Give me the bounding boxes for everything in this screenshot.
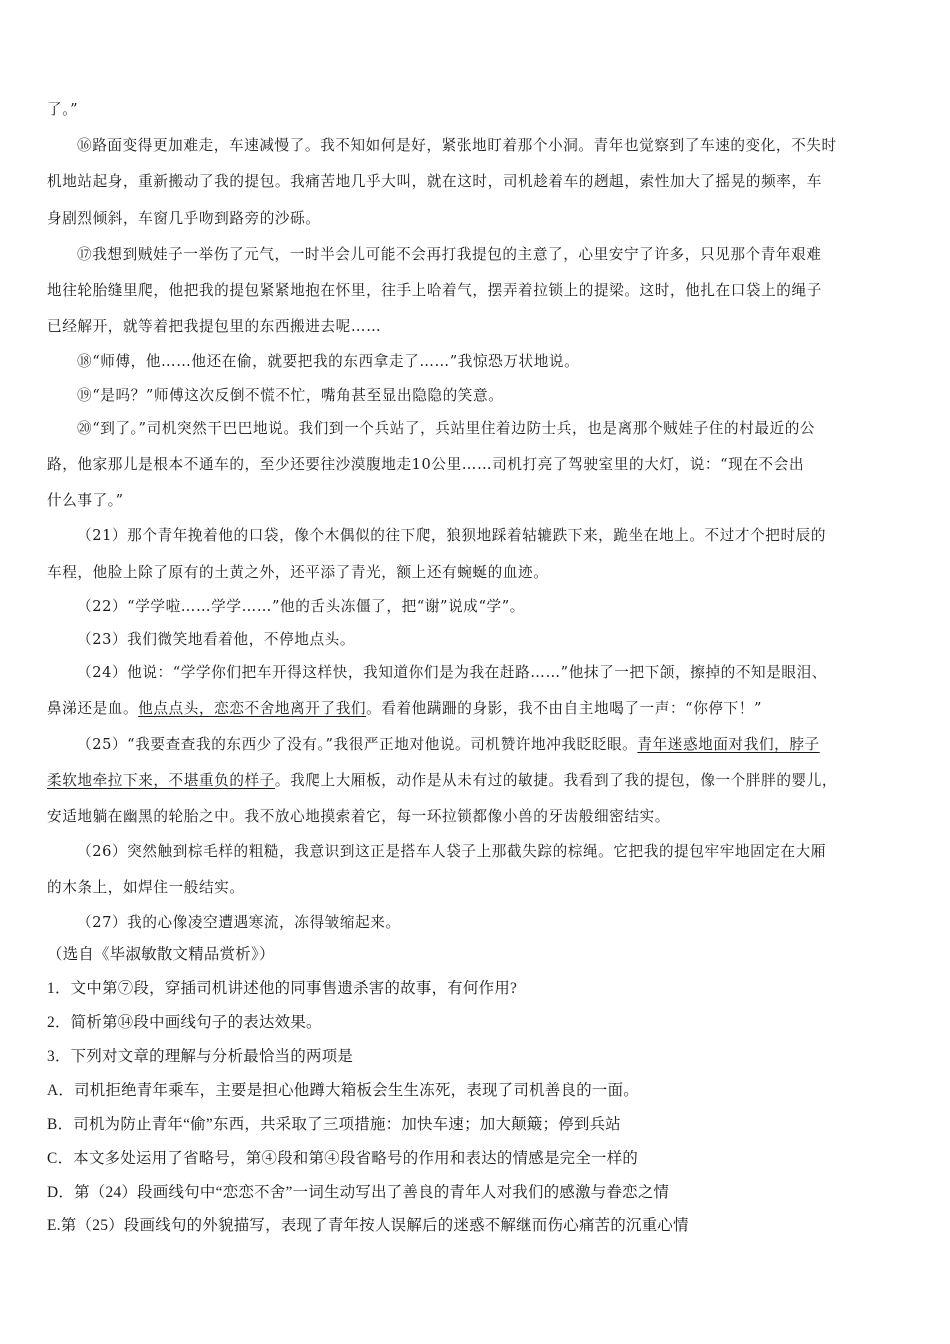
underlined-sentence-25-part-2: 柔软地牵拉下来，不堪重负的样子 bbox=[47, 772, 275, 789]
option-b: B．司机为防止青年“偷”东西，共采取了三项措施：加快车速；加大颠簸；停到兵站 bbox=[47, 1116, 621, 1133]
source-note: （选自《毕淑敏散文精品赏析》） bbox=[47, 946, 275, 963]
paragraph-25-text-cont: 。我爬上大厢板，动作是从未有过的敏捷。我看到了我的提包，像一个胖胖的婴儿， bbox=[274, 772, 838, 789]
option-a: A．司机拒绝青年乘车，主要是担心他蹲大箱板会生生冻死，表现了司机善良的一面。 bbox=[47, 1082, 639, 1099]
paragraph-21-line-2: 车程，他脸上除了原有的土黄之外，还平添了青光，额上还有蜿蜒的血迹。 bbox=[47, 564, 549, 581]
question-3: 3．下列对文章的理解与分析最恰当的两项是 bbox=[47, 1048, 354, 1065]
option-d: D．第（24）段画线句中“恋恋不舍”一词生动写出了善良的青年人对我们的感激与眷恋之情 bbox=[47, 1184, 670, 1201]
paragraph-24-text-end: 。看着他蹒跚的身影，我不由自主地喝了一声：“你停下！” bbox=[366, 700, 763, 717]
paragraph-17-line-1: ⑰我想到贼娃子一举伤了元气，一时半会儿可能不会再打我提包的主意了，心里安宁了许多，只见那个青年艰难 bbox=[77, 246, 822, 263]
paragraph-16-line-1: ⑯路面变得更加难走，车速减慢了。我不知如何是好，紧张地盯着那个小洞。青年也觉察到了车速的变化，不失时 bbox=[77, 137, 837, 154]
option-c: C．本文多处运用了省略号，第④段和第④段省略号的作用和表达的情感是完全一样的 bbox=[47, 1150, 639, 1167]
paragraph-18: ⑱“师傅，他……他还在偷，就要把我的东西拿走了……”我惊恐万状地说。 bbox=[77, 353, 580, 370]
paragraph-16-line-3: 身剧烈倾斜，车窗几乎吻到路旁的沙砾。 bbox=[47, 210, 321, 227]
question-2: 2．简析第⑭段中画线句子的表达效果。 bbox=[47, 1014, 322, 1031]
paragraph-20-line-2: 路，他家那儿是根本不通车的，至少还要往沙漠腹地走10公里……司机打亮了驾驶室里的大灯，说：“现在不会出 bbox=[47, 456, 805, 473]
paragraph-25-line-2 bbox=[47, 770, 837, 792]
paragraph-26-line-2: 的木条上，如焊住一般结实。 bbox=[47, 879, 245, 896]
paragraph-16-line-2: 机地站起身，重新搬动了我的提包。我痛苦地几乎大叫，就在这时，司机趁着车的趔趄，索性加大了摇晃的频率，车 bbox=[47, 173, 822, 190]
paragraph-25-line-3: 安适地躺在幽黑的轮胎之中。我不放心地摸索着它，每一环拉锁都像小兽的牙齿般细密结实。 bbox=[47, 808, 670, 825]
underlined-sentence-25-part-1: 青年迷惑地面对我们，脖子 bbox=[637, 736, 820, 753]
paragraph-22: （22）“学学啦……学学……”他的舌头冻僵了，把“谢”说成“学”。 bbox=[77, 598, 525, 615]
paragraph-25-text: （25）“我要查查我的东西少了没有。”我很严正地对他说。司机赞许地冲我眨眨眼。 bbox=[77, 736, 638, 753]
paragraph-21-line-1: （21）那个青年挽着他的口袋，像个木偶似的往下爬，狼狈地踩着轱辘跌下来，跪坐在地上。不过才个把时辰的 bbox=[77, 527, 827, 544]
paragraph-20-line-3: 什么事了。” bbox=[47, 492, 124, 509]
paragraph-24-text: 鼻涕还是血。 bbox=[47, 700, 139, 717]
paragraph-20-line-1: ⑳“到了。”司机突然干巴巴地说。我们到一个兵站了，兵站里住着边防士兵，也是离那个贼娃子住的村最近的公 bbox=[77, 420, 816, 437]
paragraph-27: （27）我的心像凌空遭遇寒流，冻得皱缩起来。 bbox=[77, 914, 401, 931]
underlined-sentence-24: 他点点头，恋恋不舍地离开了我们 bbox=[138, 700, 367, 717]
paragraph-17-line-2: 地往轮胎缝里爬，他把我的提包紧紧地抱在怀里，往手上哈着气，摆弄着拉锁上的提梁。这时，他扎在口袋上的绳子 bbox=[47, 282, 822, 299]
paragraph-25-line-1 bbox=[77, 734, 820, 756]
question-1: 1．文中第⑦段，穿插司机讲述他的同事售遗杀害的故事，有何作用? bbox=[47, 980, 518, 997]
option-e: E.第（25）段画线句的外貌描写，表现了青年按人误解后的迷惑不解继而伤心痛苦的沉重心情 bbox=[47, 1217, 689, 1234]
paragraph-24-line-1: （24）他说：“学学你们把车开得这样快，我知道你们是为我在赶路……”他抹了一把下颌，擦掉的不知是眼泪、 bbox=[77, 664, 828, 681]
paragraph-19: ⑲“是吗？”师傅这次反倒不慌不忙，嘴角甚至显出隐隐的笑意。 bbox=[77, 387, 504, 404]
paragraph-17-line-3: 已经解开，就等着把我提包里的东西搬进去呢…… bbox=[47, 318, 382, 335]
paragraph-23: （23）我们微笑地看着他，不停地点头。 bbox=[77, 631, 356, 648]
paragraph-continuation: 了。” bbox=[47, 101, 79, 118]
paragraph-24-line-2 bbox=[47, 698, 762, 720]
paragraph-26-line-1: （26）突然触到棕毛样的粗糙，我意识到这正是搭车人袋子上那截失踪的棕绳。它把我的提包牢牢地固定在大厢 bbox=[77, 843, 827, 860]
